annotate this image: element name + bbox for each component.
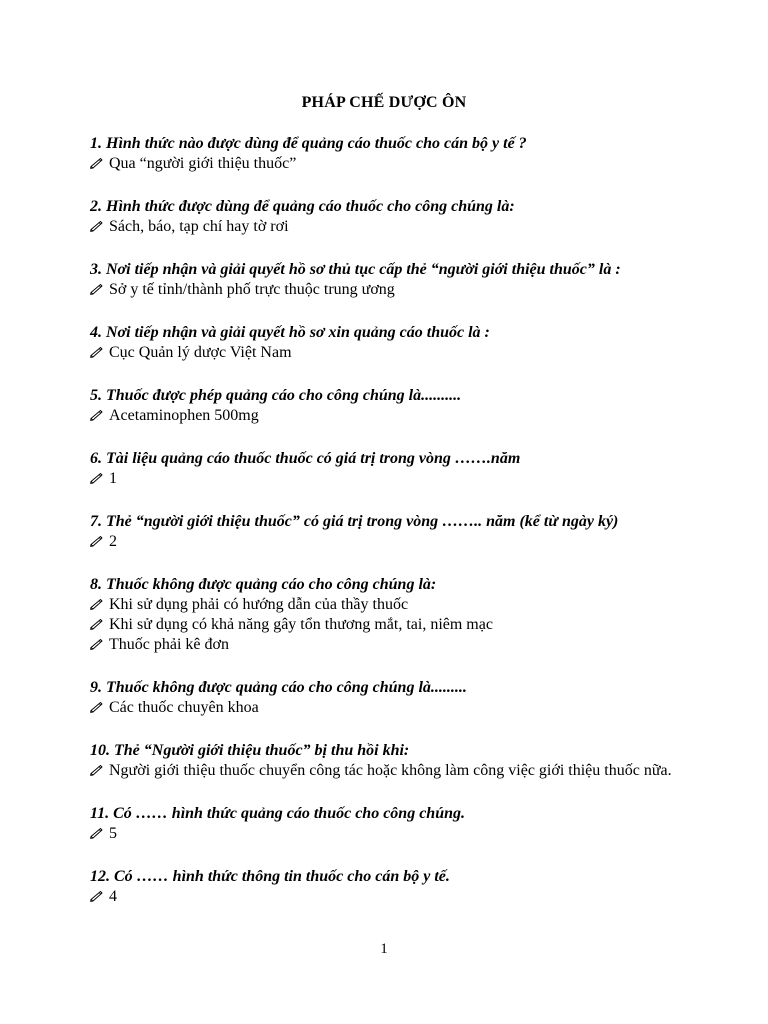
answer-line <box>90 280 690 300</box>
question-block <box>90 741 690 781</box>
question-block <box>90 134 690 174</box>
answer-text: Khi sử dụng có khả năng gây tổn thương mắt, tai, niêm mạc <box>109 616 493 633</box>
answer-text: Qua “người giới thiệu thuốc” <box>109 155 297 172</box>
answer-line <box>90 761 690 781</box>
pencil-icon <box>90 638 103 650</box>
question-text: 3. Nơi tiếp nhận và giải quyết hồ sơ thủ tục cấp thẻ “người giới thiệu thuốc” là : <box>90 261 621 278</box>
question-block <box>90 678 690 718</box>
question-text: 4. Nơi tiếp nhận và giải quyết hồ sơ xin quảng cáo thuốc là : <box>90 324 490 341</box>
question-text: 12. Có …… hình thức thông tin thuốc cho cán bộ y tế. <box>90 868 450 885</box>
question-text: 1. Hình thức nào được dùng để quảng cáo thuốc cho cán bộ y tế ? <box>90 135 527 152</box>
pencil-icon <box>90 764 103 776</box>
answer-text: Sở y tế tỉnh/thành phố trực thuộc trung ương <box>109 281 395 298</box>
pencil-icon <box>90 827 103 839</box>
question-block <box>90 804 690 844</box>
answer-line <box>90 343 690 363</box>
question-text: 7. Thẻ “người giới thiệu thuốc” có giá trị trong vòng …….. năm (kể từ ngày ký) <box>90 513 619 530</box>
answer-text: Các thuốc chuyên khoa <box>109 699 259 716</box>
page-number: 1 <box>380 941 388 957</box>
answer-line <box>90 824 690 844</box>
pencil-icon <box>90 283 103 295</box>
answer-line <box>90 698 690 718</box>
answer-text: Sách, báo, tạp chí hay tờ rơi <box>109 218 289 235</box>
question-block <box>90 323 690 363</box>
answer-line <box>90 635 690 655</box>
question-text: 8. Thuốc không được quảng cáo cho công chúng là: <box>90 576 437 593</box>
question-block <box>90 575 690 655</box>
pencil-icon <box>90 409 103 421</box>
pencil-icon <box>90 220 103 232</box>
question-text: 9. Thuốc không được quảng cáo cho công chúng là......... <box>90 679 467 696</box>
answer-line <box>90 469 690 489</box>
question-block <box>90 386 690 426</box>
answer-line <box>90 406 690 426</box>
answer-line <box>90 532 690 552</box>
question-text: 6. Tài liệu quảng cáo thuốc thuốc có giá trị trong vòng …….năm <box>90 450 521 467</box>
answer-line <box>90 595 690 615</box>
pencil-icon <box>90 890 103 902</box>
document-title: PHÁP CHẾ DƯỢC ÔN <box>301 94 467 111</box>
question-block <box>90 449 690 489</box>
pencil-icon <box>90 535 103 547</box>
answer-line <box>90 217 690 237</box>
pencil-icon <box>90 472 103 484</box>
answer-line <box>90 154 690 174</box>
pencil-icon <box>90 598 103 610</box>
question-block <box>90 260 690 300</box>
answer-text: Acetaminophen 500mg <box>109 407 259 424</box>
answer-text: Người giới thiệu thuốc chuyển công tác hoặc không làm công việc giới thiệu thuốc nữa. <box>109 762 672 779</box>
question-block <box>90 512 690 552</box>
question-text: 5. Thuốc được phép quảng cáo cho công chúng là.......... <box>90 387 462 404</box>
question-block <box>90 197 690 237</box>
pencil-icon <box>90 346 103 358</box>
answer-text: Khi sử dụng phải có hướng dẫn của thầy thuốc <box>109 596 409 613</box>
question-text: 10. Thẻ “Người giới thiệu thuốc” bị thu hồi khi: <box>90 742 410 759</box>
pencil-icon <box>90 701 103 713</box>
answer-text: 2 <box>109 533 117 550</box>
answer-text: 4 <box>109 888 117 905</box>
pencil-icon <box>90 157 103 169</box>
answer-line <box>90 615 690 635</box>
question-text: 11. Có …… hình thức quảng cáo thuốc cho công chúng. <box>90 805 465 822</box>
question-list <box>90 134 690 930</box>
answer-text: 1 <box>109 470 117 487</box>
answer-text: Thuốc phải kê đơn <box>109 636 229 653</box>
answer-line <box>90 887 690 907</box>
question-text: 2. Hình thức được dùng để quảng cáo thuốc cho công chúng là: <box>90 198 515 215</box>
answer-text: 5 <box>109 825 117 842</box>
question-block <box>90 867 690 907</box>
pencil-icon <box>90 618 103 630</box>
answer-text: Cục Quản lý dược Việt Nam <box>109 344 292 361</box>
